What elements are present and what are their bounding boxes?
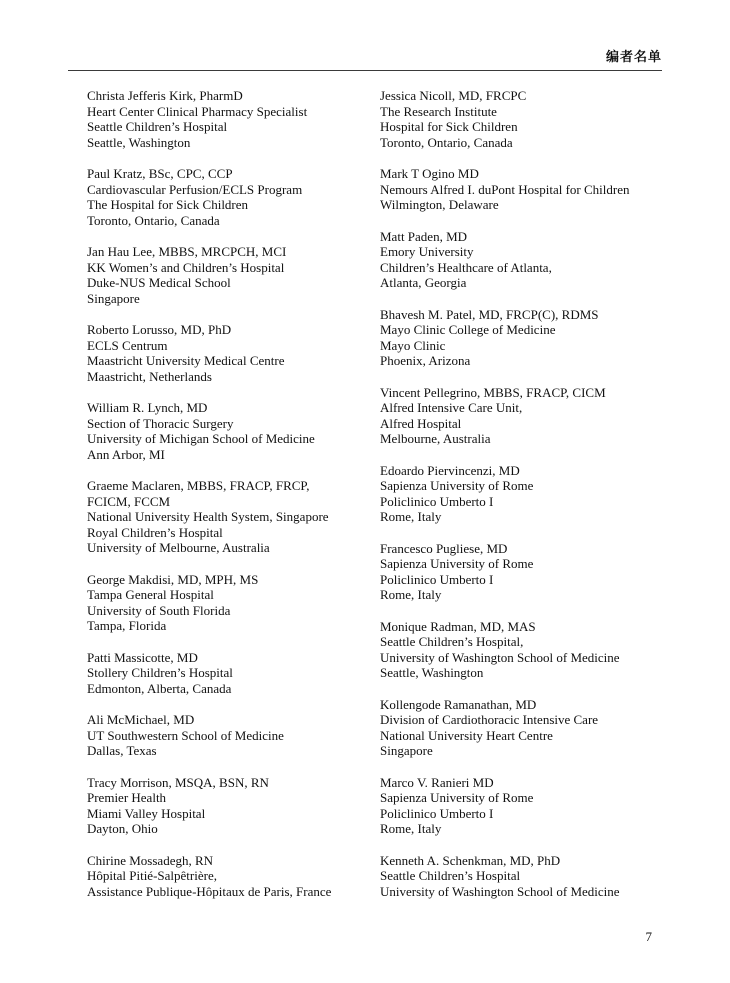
contributor-entry [380, 853, 662, 900]
contributor-name: Mark T Ogino MD [380, 166, 479, 181]
contributor-name: Edoardo Piervincenzi, MD [380, 462, 520, 478]
contributor-affiliation: Stollery Children’s Hospital [87, 665, 233, 680]
contributor-name: William R. Lynch, MD [87, 400, 208, 415]
contributor-entry [87, 775, 380, 837]
contributor-entry [380, 463, 662, 525]
header-title: 编者名单 [605, 49, 662, 64]
contributor-affiliation: Hospital for Sick Children [380, 119, 518, 134]
contributor-affiliation: Maastricht University Medical Centre [87, 353, 285, 368]
contributor-entry [380, 775, 662, 837]
contributor-affiliation: Atlanta, Georgia [380, 275, 467, 290]
contributor-affiliation: Policlinico Umberto I [380, 805, 494, 821]
contributor-name: Francesco Pugliese, MD [380, 540, 508, 556]
contributor-name: Ali McMichael, MD [87, 712, 195, 727]
contributor-name: Jessica Nicoll, MD, FRCPC [380, 88, 527, 103]
contributor-affiliation: Dallas, Texas [87, 743, 157, 758]
contributor-affiliation: Division of Cardiothoracic Intensive Care [380, 712, 599, 727]
header-rule [68, 70, 662, 71]
contributor-entry [87, 166, 380, 228]
contributor-affiliation: Tampa General Hospital [87, 587, 214, 602]
contributor-affiliation: Dayton, Ohio [87, 821, 158, 836]
contributor-name: Matt Paden, MD [380, 228, 468, 244]
contributor-entry [87, 88, 380, 150]
contributor-affiliation: Assistance Publique-Hôpitaux de Paris, France [87, 883, 332, 899]
contributor-affiliation: University of Washington School of Medicine [380, 649, 620, 665]
contributor-entry [380, 88, 662, 150]
contributor-entry [87, 244, 380, 306]
contributor-entry [380, 541, 662, 603]
contributor-affiliation: Singapore [87, 290, 140, 306]
contributor-entry [87, 712, 380, 759]
contributor-affiliation: The Hospital for Sick Children [87, 197, 249, 212]
contributor-name: Chirine Mossadegh, RN [87, 852, 214, 868]
contributor-affiliation: Alfred Intensive Care Unit, [380, 400, 523, 415]
right-column [380, 88, 662, 915]
contributor-columns [68, 88, 662, 915]
contributor-entry [380, 697, 662, 759]
contributor-affiliation: Section of Thoracic Surgery [87, 415, 234, 431]
contributor-affiliation: Sapienza University of Rome [380, 478, 534, 493]
page-footer [646, 929, 653, 945]
contributor-entry [87, 478, 380, 556]
contributor-name: Paul Kratz, BSc, CPC, CCP [87, 166, 233, 181]
contributor-affiliation: Emory University [380, 244, 474, 259]
contributor-affiliation: Children’s Healthcare of Atlanta, [380, 259, 552, 275]
contributor-affiliation: University of Michigan School of Medicine [87, 431, 315, 446]
contributor-entry [87, 400, 380, 462]
contributor-name: George Makdisi, MD, MPH, MS [87, 571, 259, 587]
contributor-affiliation: Heart Center Clinical Pharmacy Specialist [87, 103, 308, 119]
contributor-name: Bhavesh M. Patel, MD, FRCP(C), RDMS [380, 306, 599, 322]
contributor-entry [380, 229, 662, 291]
contributor-affiliation: The Research Institute [380, 103, 497, 119]
contributor-affiliation: Sapienza University of Rome [380, 556, 534, 571]
contributor-affiliation: Rome, Italy [380, 821, 442, 836]
contributor-affiliation: KK Women’s and Children’s Hospital [87, 259, 285, 275]
contributor-affiliation: Alfred Hospital [380, 415, 462, 431]
contributor-affiliation: Rome, Italy [380, 587, 442, 602]
contributor-name: Roberto Lorusso, MD, PhD [87, 322, 232, 337]
contributor-affiliation: Ann Arbor, MI [87, 446, 165, 462]
contributor-affiliation: University of South Florida [87, 602, 231, 618]
contributor-affiliation: Sapienza University of Rome [380, 790, 534, 805]
contributor-affiliation: National University Heart Centre [380, 727, 553, 743]
contributor-affiliation: Edmonton, Alberta, Canada [87, 680, 232, 696]
contributor-affiliation: Royal Children’s Hospital [87, 524, 223, 540]
contributor-affiliation: Seattle, Washington [380, 665, 484, 680]
contributor-entry [87, 572, 380, 634]
contributor-affiliation: ECLS Centrum [87, 337, 168, 353]
contributor-affiliation: Mayo Clinic [380, 337, 446, 353]
contributor-name: Kollengode Ramanathan, MD [380, 696, 537, 712]
contributor-affiliation: FCICM, FCCM [87, 493, 171, 509]
contributor-affiliation: University of Melbourne, Australia [87, 540, 270, 555]
contributor-affiliation: Rome, Italy [380, 509, 442, 524]
contributor-affiliation: Policlinico Umberto I [380, 571, 494, 587]
page-header [68, 46, 662, 70]
contributor-affiliation: Seattle Children’s Hospital [87, 119, 228, 134]
contributor-name: Vincent Pellegrino, MBBS, FRACP, CICM [380, 384, 606, 400]
contributor-affiliation: Premier Health [87, 790, 167, 805]
contributor-name: Christa Jefferis Kirk, PharmD [87, 88, 243, 103]
contributor-entry [87, 853, 380, 900]
contributor-affiliation: Singapore [380, 743, 433, 758]
contributor-entry [380, 619, 662, 681]
contributor-affiliation: Seattle, Washington [87, 134, 191, 150]
contributor-affiliation: Duke-NUS Medical School [87, 275, 231, 290]
contributor-affiliation: Phoenix, Arizona [380, 353, 471, 368]
contributor-name: Marco V. Ranieri MD [380, 774, 494, 790]
left-column [87, 88, 380, 915]
contributor-affiliation: Toronto, Ontario, Canada [380, 134, 513, 150]
contributor-name: Tracy Morrison, MSQA, BSN, RN [87, 774, 269, 790]
contributor-affiliation: Policlinico Umberto I [380, 493, 494, 509]
contributor-affiliation: Mayo Clinic College of Medicine [380, 322, 556, 337]
page-number: 7 [645, 929, 652, 944]
contributor-affiliation: UT Southwestern School of Medicine [87, 727, 284, 743]
contributor-entry [380, 166, 662, 213]
contributor-entry [380, 385, 662, 447]
contributor-entry [380, 307, 662, 369]
contributor-affiliation: Maastricht, Netherlands [87, 368, 212, 384]
contributor-entry [87, 650, 380, 697]
contributor-affiliation: Cardiovascular Perfusion/ECLS Program [87, 181, 303, 197]
contributor-entry [87, 322, 380, 384]
contributor-affiliation: Wilmington, Delaware [380, 197, 499, 212]
contributor-name: Kenneth A. Schenkman, MD, PhD [380, 852, 561, 868]
contributor-name: Patti Massicotte, MD [87, 649, 198, 665]
contributor-affiliation: Nemours Alfred I. duPont Hospital for Children [380, 181, 630, 197]
contributor-affiliation: Hôpital Pitié-Salpêtrière, [87, 868, 217, 883]
contributor-affiliation: Melbourne, Australia [380, 431, 491, 446]
contributor-affiliation: Tampa, Florida [87, 618, 167, 633]
contributor-name: Graeme Maclaren, MBBS, FRACP, FRCP, [87, 478, 310, 493]
contributor-affiliation: University of Washington School of Medicine [380, 883, 620, 899]
contributor-affiliation: Seattle Children’s Hospital, [380, 634, 524, 649]
contributor-affiliation: Seattle Children’s Hospital [380, 868, 521, 883]
contributor-affiliation: Miami Valley Hospital [87, 805, 206, 821]
contributor-name: Monique Radman, MD, MAS [380, 618, 536, 634]
contributor-affiliation: National University Health System, Singapore [87, 509, 329, 524]
contributor-name: Jan Hau Lee, MBBS, MRCPCH, MCI [87, 244, 287, 259]
contributor-affiliation: Toronto, Ontario, Canada [87, 212, 220, 228]
